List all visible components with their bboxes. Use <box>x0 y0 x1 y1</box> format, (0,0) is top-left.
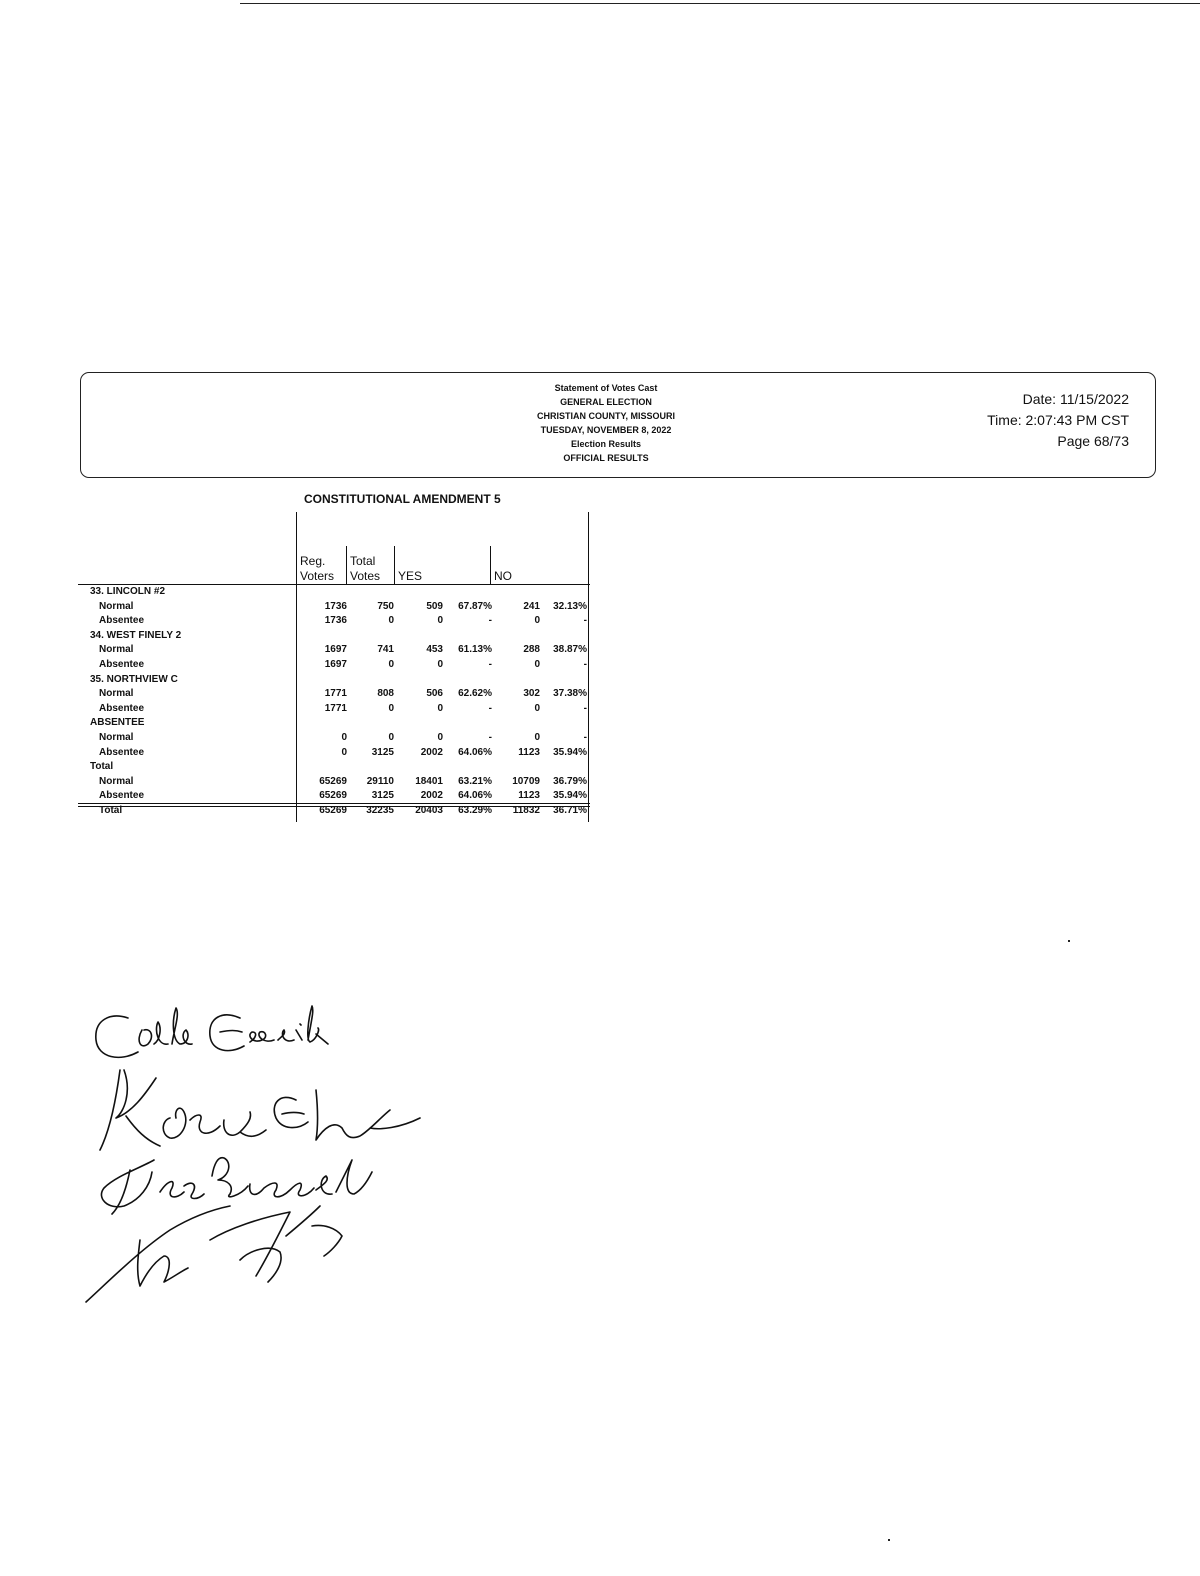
yes-votes-cell: 20403 <box>415 805 443 816</box>
report-header-title-block <box>511 381 701 465</box>
row-label: 35. NORTHVIEW C <box>90 673 178 685</box>
col-header-yes: YES <box>398 569 423 583</box>
total-votes-cell: 741 <box>377 644 394 656</box>
table-row <box>78 687 590 702</box>
reg-voters-cell: 1697 <box>324 644 347 656</box>
table-group-row <box>78 585 590 600</box>
row-label: Total <box>99 805 123 816</box>
reg-voters-cell: 65269 <box>319 805 347 816</box>
no-votes-cell: 0 <box>534 615 540 627</box>
signature-kelsea-ehr <box>100 1070 420 1150</box>
table-row <box>78 789 590 804</box>
header-line: Statement of Votes Cast <box>554 383 658 393</box>
table-row <box>78 658 590 673</box>
row-label: Normal <box>99 600 134 612</box>
column-divider <box>394 546 395 584</box>
no-percent-cell: - <box>583 702 587 714</box>
scan-speck <box>1068 940 1070 942</box>
yes-percent-cell: 62.62% <box>458 688 492 700</box>
no-votes-cell: 10709 <box>512 775 540 787</box>
reg-voters-cell: 65269 <box>319 775 347 787</box>
no-percent-cell: 37.38% <box>553 688 587 700</box>
total-votes-cell: 3125 <box>371 746 394 758</box>
yes-percent-cell: 64.06% <box>458 746 492 758</box>
row-label: 34. WEST FINELY 2 <box>90 629 182 641</box>
no-percent-cell: 35.94% <box>553 790 587 802</box>
no-percent-cell: 36.71% <box>553 805 587 816</box>
header-line: TUESDAY, NOVEMBER 8, 2022 <box>540 425 672 435</box>
report-date: Date: 11/15/2022 <box>1022 391 1129 407</box>
reg-voters-cell: 1736 <box>324 615 347 627</box>
yes-percent-cell: 67.87% <box>458 600 492 612</box>
header-line: OFFICIAL RESULTS <box>563 453 649 463</box>
no-votes-cell: 1123 <box>518 790 540 802</box>
total-votes-cell: 3125 <box>371 790 394 802</box>
header-line: CHRISTIAN COUNTY, MISSOURI <box>536 411 675 421</box>
row-label: Absentee <box>99 790 145 802</box>
total-rule <box>78 806 590 807</box>
table-row <box>78 600 590 615</box>
no-votes-cell: 1123 <box>518 746 540 758</box>
row-label: Absentee <box>99 746 145 758</box>
yes-votes-cell: 0 <box>437 615 443 627</box>
signature-fourth <box>86 1206 342 1302</box>
yes-votes-cell: 18401 <box>415 775 443 787</box>
reg-voters-cell: 1736 <box>324 600 347 612</box>
no-votes-cell: 241 <box>523 600 540 612</box>
column-divider <box>346 546 347 584</box>
table-row <box>78 731 590 746</box>
col-header-reg-voters: Reg. Voters <box>300 554 335 583</box>
yes-votes-cell: 2002 <box>420 790 443 802</box>
yes-votes-cell: 0 <box>437 732 443 743</box>
table-row <box>78 614 590 629</box>
row-label: Absentee <box>99 615 145 627</box>
reg-voters-cell: 0 <box>341 746 347 758</box>
no-percent-cell: - <box>583 732 587 743</box>
row-label: Normal <box>99 688 134 700</box>
signature-carla-esseck <box>96 1006 328 1057</box>
scan-speck <box>888 1539 890 1541</box>
yes-votes-cell: 2002 <box>420 746 443 758</box>
table-group-row <box>78 760 590 775</box>
no-percent-cell: 35.94% <box>553 746 587 758</box>
yes-votes-cell: 0 <box>437 659 443 670</box>
header-line: GENERAL ELECTION <box>560 397 652 407</box>
signature-lisa-russell <box>101 1158 372 1214</box>
row-label: 33. LINCOLN #2 <box>90 586 166 597</box>
no-votes-cell: 11832 <box>512 805 540 816</box>
yes-percent-cell: 64.06% <box>458 790 492 802</box>
no-percent-cell: 36.79% <box>553 775 587 787</box>
report-header-meta <box>987 389 1129 452</box>
reg-voters-cell: 0 <box>341 732 347 743</box>
no-votes-cell: 302 <box>523 688 540 700</box>
no-votes-cell: 0 <box>534 732 540 743</box>
no-percent-cell: 38.87% <box>553 644 587 656</box>
contest-title: CONSTITUTIONAL AMENDMENT 5 <box>304 492 501 506</box>
reg-voters-cell: 1771 <box>324 688 347 700</box>
total-votes-cell: 32235 <box>366 805 394 816</box>
col-header-no: NO <box>494 569 512 583</box>
no-percent-cell: - <box>583 615 587 627</box>
total-votes-cell: 750 <box>377 600 394 612</box>
yes-votes-cell: 0 <box>437 702 443 714</box>
report-header <box>80 372 1156 478</box>
reg-voters-cell: 65269 <box>319 790 347 802</box>
reg-voters-cell: 1697 <box>324 659 347 670</box>
row-label: Normal <box>99 644 134 656</box>
table-group-row <box>78 716 590 731</box>
total-votes-cell: 808 <box>377 688 394 700</box>
total-votes-cell: 0 <box>388 615 394 627</box>
yes-percent-cell: 63.21% <box>458 775 492 787</box>
row-label: Total <box>90 761 114 773</box>
col-header-total-votes: Total Votes <box>350 554 381 583</box>
header-line: Election Results <box>570 439 642 449</box>
report-time: Time: 2:07:43 PM CST <box>987 412 1129 428</box>
yes-percent-cell: 61.13% <box>458 644 492 656</box>
page-top-rule <box>240 3 1200 4</box>
total-votes-cell: 29110 <box>366 775 394 787</box>
total-votes-cell: 0 <box>388 702 394 714</box>
yes-percent-cell: - <box>488 615 492 627</box>
table-row <box>78 775 590 790</box>
no-votes-cell: 0 <box>534 702 540 714</box>
no-votes-cell: 288 <box>523 644 540 656</box>
yes-votes-cell: 453 <box>426 644 443 656</box>
total-votes-cell: 0 <box>388 732 394 743</box>
total-votes-cell: 0 <box>388 659 394 670</box>
table-row <box>78 746 590 761</box>
yes-percent-cell: - <box>488 702 492 714</box>
total-rule <box>78 803 590 804</box>
no-percent-cell: 32.13% <box>553 600 587 612</box>
table-group-row <box>78 673 590 688</box>
yes-percent-cell: 63.29% <box>458 805 492 816</box>
yes-votes-cell: 509 <box>426 600 443 612</box>
yes-votes-cell: 506 <box>426 688 443 700</box>
page-number: Page 68/73 <box>1057 433 1129 449</box>
row-label: Normal <box>99 775 134 787</box>
no-votes-cell: 0 <box>534 659 540 670</box>
yes-percent-cell: - <box>488 659 492 670</box>
signatures <box>80 1000 440 1310</box>
row-label: Normal <box>99 732 134 743</box>
column-divider <box>490 546 491 584</box>
table-row <box>78 643 590 658</box>
reg-voters-cell: 1771 <box>324 702 347 714</box>
table-group-row <box>78 629 590 644</box>
row-label: Absentee <box>99 702 145 714</box>
row-label: Absentee <box>99 659 145 670</box>
results-table <box>78 512 590 822</box>
no-percent-cell: - <box>583 659 587 670</box>
yes-percent-cell: - <box>488 732 492 743</box>
row-label: ABSENTEE <box>90 717 145 729</box>
table-row <box>78 702 590 717</box>
